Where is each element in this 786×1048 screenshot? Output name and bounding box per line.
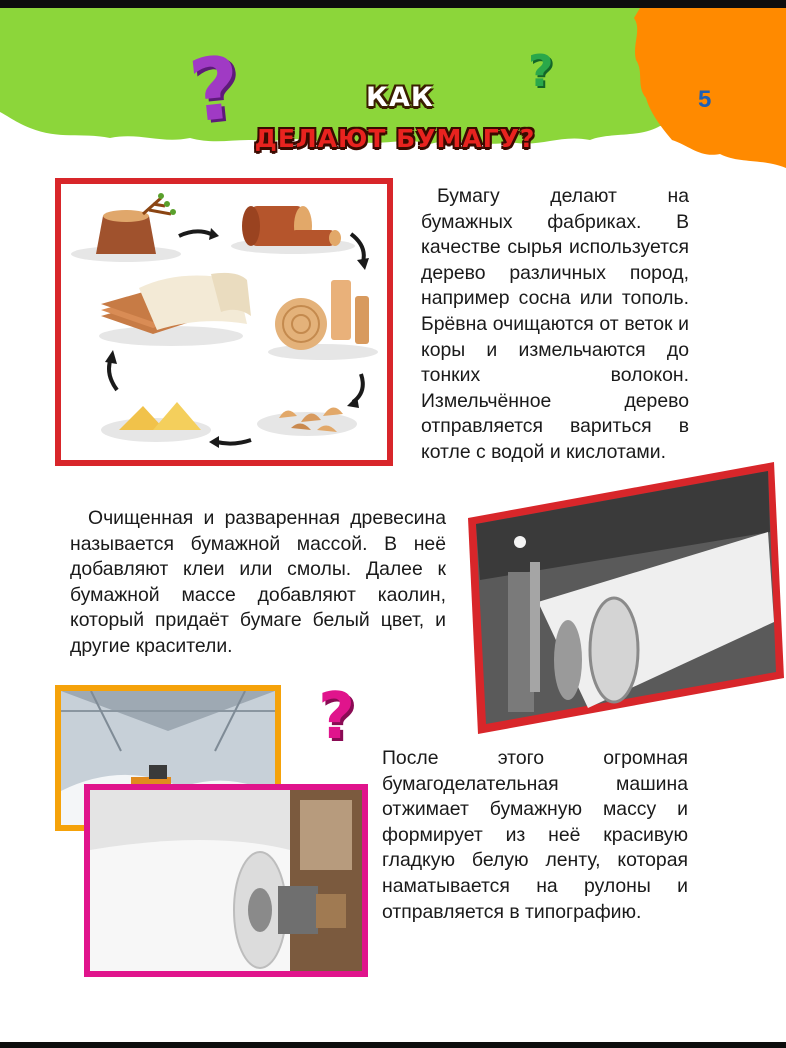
question-mark-pink-icon: ? (318, 680, 356, 754)
stump-icon (71, 193, 181, 262)
wood-chips-icon (257, 407, 357, 436)
question-mark-green-icon: ? (528, 46, 554, 97)
cycle-arrow-icon (179, 231, 211, 236)
paragraph-paper-machine: После этого огромная бумагоделательная машина отжимает бумажную массу и формирует из неё красивую гладкую белую ленту, которая наматывается на рулоны и отправляется в типографию. (382, 747, 688, 923)
process-cycle-illustration (55, 178, 393, 466)
paper-machine-photo (468, 462, 784, 734)
cut-wood-icon (268, 280, 378, 360)
page-title-line1: КАК (365, 82, 435, 113)
cycle-arrow-icon (353, 374, 363, 402)
paper-stack-icon (99, 273, 251, 346)
log-icon (231, 206, 355, 254)
paper-rolls-photo (84, 784, 368, 977)
question-mark-purple-icon: ? (184, 37, 245, 143)
paragraph-paper-pulp: Очищенная и разваренная древесина называется бумажной массой. В неё добавляют клеи или смолы. Далее к бумажной массе добавляют каолин, который придаёт бумаге белый цвет, и другие красители. (70, 507, 446, 657)
bottom-border (0, 1042, 786, 1048)
page-title-line2: ДЕЛАЮТ БУМАГУ? (254, 124, 536, 153)
top-border (0, 0, 786, 8)
paragraph-raw-materials: Бумагу делают на бумажных фабриках. В качестве сырья используется дерево различных пород, например сосна или тополь. Брёвна очищаются от веток и коры и измельчаются до тонких волокон. Измельчённое дерево отправляется вариться в котле с водой и кислотами. (421, 185, 689, 463)
page-number: 5 (698, 86, 712, 113)
cycle-arrow-icon (217, 440, 251, 444)
pulp-pile-icon (101, 402, 211, 442)
